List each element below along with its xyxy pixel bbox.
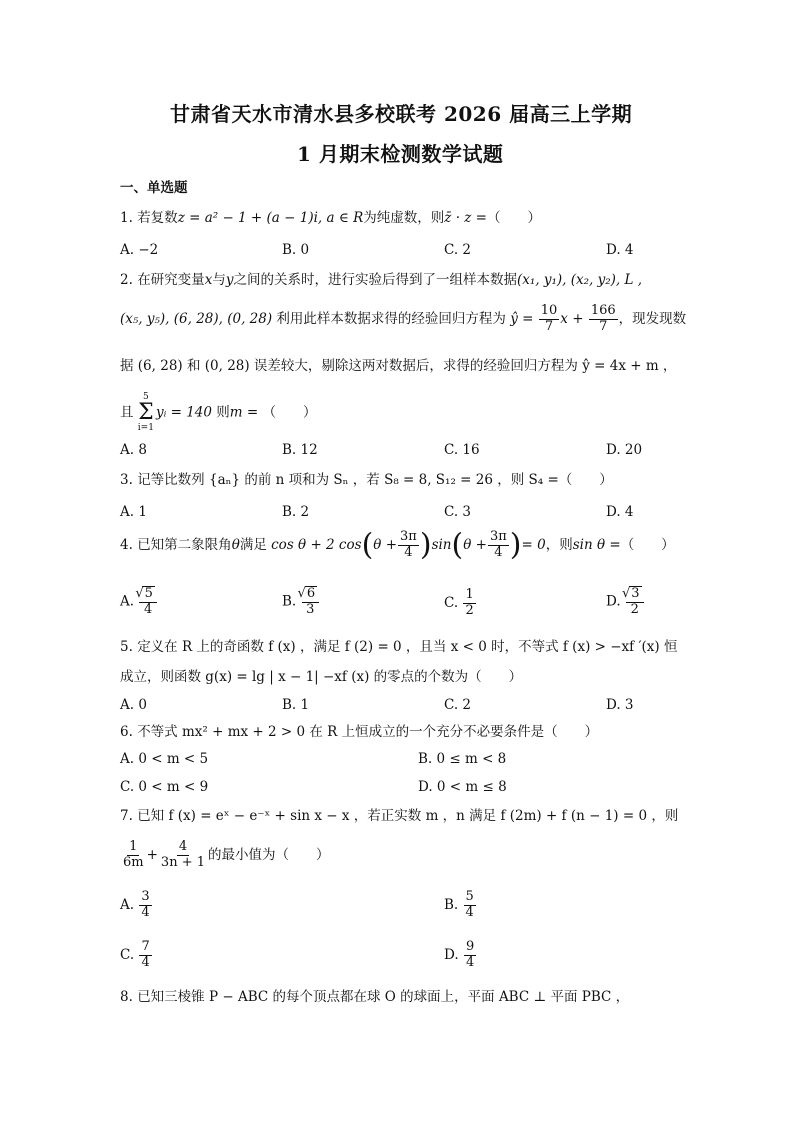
q5-option-a: A. 0 <box>120 697 147 713</box>
q3-option-b: B. 2 <box>282 504 310 520</box>
question-3: 3. 记等比数列 {aₙ} 的前 n 项和为 Sₙ ，若 S₈ = 8, S₁₂ = 26 ，则 S₄ =（ ） <box>120 472 613 488</box>
q1-option-c: C. 2 <box>444 242 472 258</box>
fraction: $\frac{166}{7}$ <box>590 303 616 334</box>
q5-option-c: C. 2 <box>444 697 472 713</box>
question-5-line1: 5. 定义在 R 上的奇函数 f (x) ，满足 f (2) = 0 ，且当 x < 0 时，不等式 f (x) > −xf ′(x) 恒 <box>120 639 678 655</box>
question-2-line3: 据 (6, 28) 和 (0, 28) 误差较大，剔除这两对数据后，求得的经验回归方程为 ŷ = 4x + m ， <box>120 358 677 374</box>
q4-option-b: B. √ $\frac{6}{3}$ <box>282 586 320 618</box>
question-6: 6. 不等式 mx² + mx + 2 > 0 在 R 上恒成立的一个充分不必要条件是（ ） <box>120 724 599 740</box>
question-5-line2: 成立，则函数 g(x) = lg | x − 1| −xf (x) 的零点的个数为（ ） <box>120 669 523 685</box>
q7-option-a: A. $\frac{3}{4}$ <box>120 889 150 920</box>
question-2-line4: 且 5 Σ i=1 yᵢ = 140 则m = （ ） <box>120 392 317 433</box>
question-8: 8. 已知三棱锥 P − ABC 的每个顶点都在球 O 的球面上，平面 ABC ⊥ 平面 PBC ， <box>120 989 630 1005</box>
q6-option-b: B. 0 ≤ m < 8 <box>418 751 507 767</box>
fraction: $\frac{10}{7}$ <box>540 303 558 334</box>
page-title: 甘肃省天水市清水县多校联考 2026 届高三上学期 <box>170 102 633 126</box>
q4-option-a: A. √ $\frac{5}{4}$ <box>120 586 158 618</box>
question-2-line2: (x₅, y₅), (6, 28), (0, 28) 利用此样本数据求得的经验回归方程为 ŷ = $\frac{10}{7}$ x + $\frac{166}{7}$ ，现发现数 <box>120 303 687 334</box>
q5-option-b: B. 1 <box>282 697 310 713</box>
q5-option-d: D. 3 <box>606 697 634 713</box>
q7-option-b: B. $\frac{5}{4}$ <box>444 889 474 920</box>
question-7-line1: 7. 已知 f (x) = eˣ − e⁻ˣ + sin x − x ，若正实数 m ，n 满足 f (2m) + f (n − 1) = 0 ，则 <box>120 808 679 824</box>
question-2-line1: 2. 在研究变量x与y之间的关系时，进行实验后得到了一组样本数据(x₁, y₁), (x₂, y₂), L , <box>120 272 643 288</box>
q4-option-d: D. √ $\frac{3}{2}$ <box>606 586 645 618</box>
question-4: 4. 已知第二象限角θ满足 cos θ + 2 cos(θ + $\frac{3\pi}{4}$ )sin(θ + $\frac{3\pi}{4}$ )= 0，则sin θ =（ ） <box>120 527 675 563</box>
q2-option-d: D. 20 <box>606 442 643 458</box>
q1-option-a: A. −2 <box>120 242 159 258</box>
q6-option-c: C. 0 < m < 9 <box>120 779 209 795</box>
q6-option-d: D. 0 < m ≤ 8 <box>418 779 507 795</box>
q3-option-c: C. 3 <box>444 504 472 520</box>
summation-symbol: 5 Σ i=1 <box>137 392 154 433</box>
question-7-line2: $\frac{1}{6m}$ + $\frac{4}{3n + 1}$ 的最小值为（ ） <box>123 839 330 870</box>
q1-option-d: D. 4 <box>606 242 634 258</box>
q3-option-a: A. 1 <box>120 504 147 520</box>
question-1: 1. 若复数z = a² − 1 + (a − 1)i, a ∈ R为纯虚数，则z̄ · z =（ ） <box>120 210 541 226</box>
q2-option-c: C. 16 <box>444 442 480 458</box>
q6-option-a: A. 0 < m < 5 <box>120 751 209 767</box>
q3-option-d: D. 4 <box>606 504 634 520</box>
page-subtitle: 1 月期末检测数学试题 <box>297 142 504 166</box>
q2-option-b: B. 12 <box>282 442 318 458</box>
q7-option-d: D. $\frac{9}{4}$ <box>444 939 475 970</box>
section-heading: 一、单选题 <box>120 180 188 196</box>
q2-option-a: A. 8 <box>120 442 147 458</box>
q1-option-b: B. 0 <box>282 242 310 258</box>
q4-option-c: C. $\frac{1}{2}$ <box>444 587 474 618</box>
q7-option-c: C. $\frac{7}{4}$ <box>120 939 150 970</box>
